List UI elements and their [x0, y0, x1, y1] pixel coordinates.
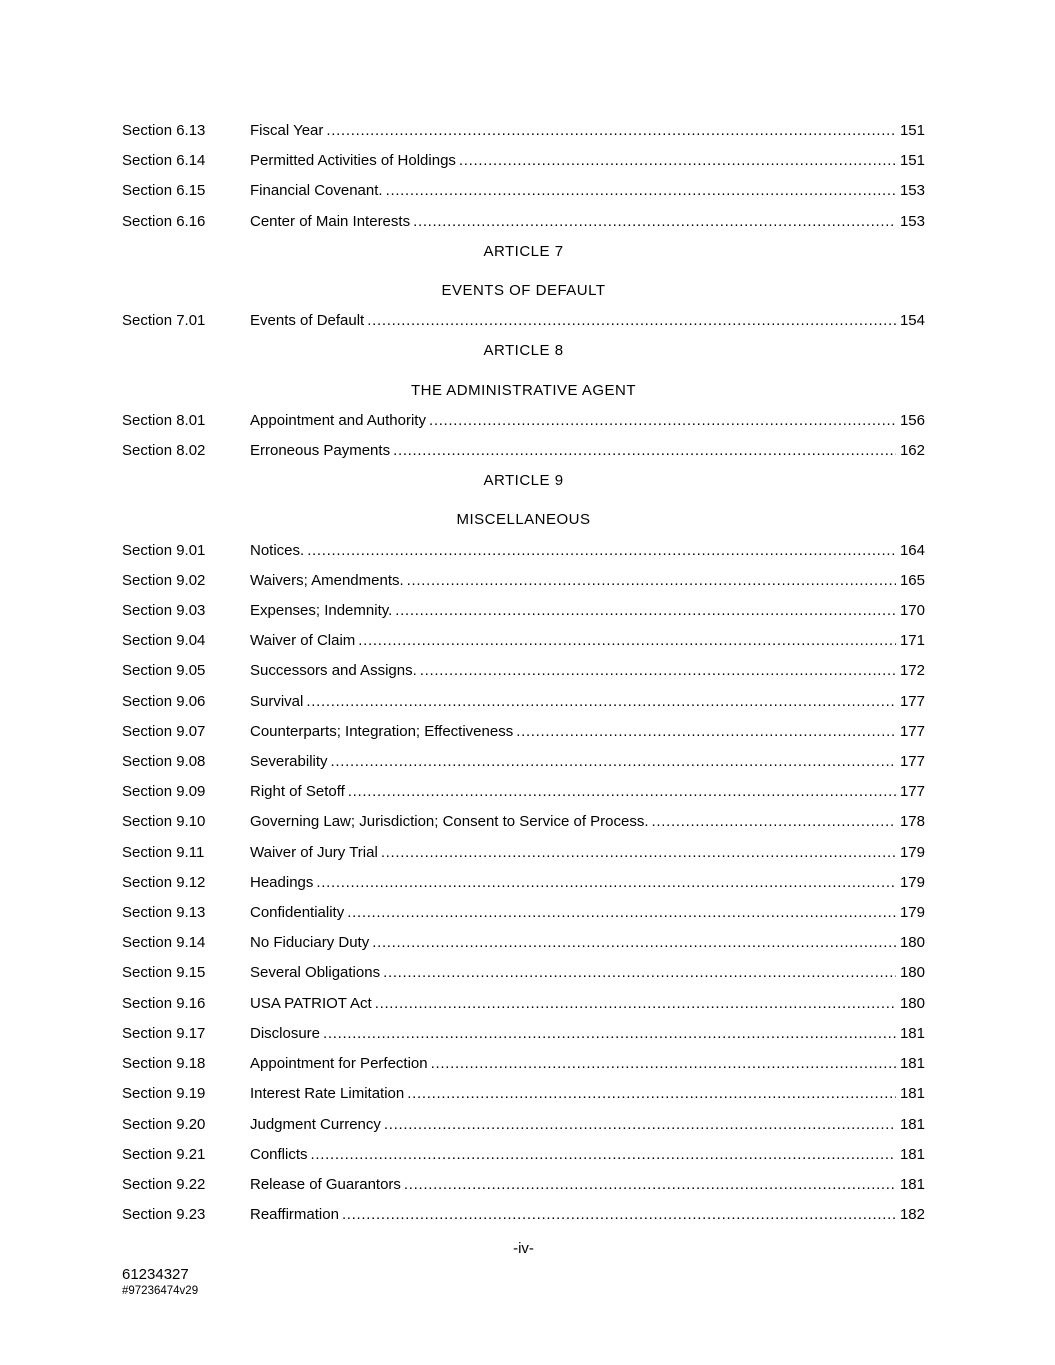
toc-entry-title: Reaffirmation: [250, 1206, 339, 1224]
toc-entry-section: Section 9.20: [122, 1115, 206, 1133]
toc-entry: [122, 1110, 925, 1140]
dot-leader: [652, 807, 896, 837]
toc-entry-title: Governing Law; Jurisdiction; Consent to Service of Process.: [250, 813, 649, 831]
toc-entry-page: 181: [899, 1055, 925, 1073]
toc-entry: [122, 566, 925, 596]
article-name-heading: EVENTS OF DEFAULT: [441, 282, 606, 300]
article-name-heading: THE ADMINISTRATIVE AGENT: [410, 381, 637, 399]
document-version: #97236474v29: [122, 1285, 199, 1298]
toc-entry-page: 153: [899, 212, 925, 230]
dot-leader: [386, 176, 896, 206]
toc-entry: [122, 306, 925, 336]
toc-entry-section: Section 9.07: [122, 722, 206, 740]
toc-entry-page: 180: [899, 964, 925, 982]
dot-leader: [347, 898, 896, 928]
dot-leader: [358, 626, 896, 656]
dot-leader: [431, 1049, 896, 1079]
toc-entry: [122, 1170, 925, 1200]
toc-entry-title: USA PATRIOT Act: [250, 994, 372, 1012]
toc-entry-title: Several Obligations: [250, 964, 381, 982]
dot-leader: [367, 306, 896, 336]
toc-entry-page: 177: [899, 783, 925, 801]
article-name-heading: MISCELLANEOUS: [456, 511, 591, 529]
toc-entry-title: Right of Setoff: [250, 783, 345, 801]
toc-entry: [122, 717, 925, 747]
toc-entry: [122, 928, 925, 958]
toc-entry: [122, 747, 925, 777]
toc-entry: [122, 838, 925, 868]
toc-entry-page: 179: [899, 873, 925, 891]
dot-leader: [459, 146, 896, 176]
toc-entry-page: 162: [899, 442, 925, 460]
toc-entry-section: Section 9.18: [122, 1055, 206, 1073]
toc-entry: [122, 596, 925, 626]
dot-leader: [383, 958, 896, 988]
toc-entry-page: 181: [899, 1024, 925, 1042]
dot-leader: [316, 868, 896, 898]
toc-entry: [122, 406, 925, 436]
toc-entry: [122, 176, 925, 206]
toc-entry-title: Permitted Activities of Holdings: [250, 152, 456, 170]
toc-entry-page: 179: [899, 904, 925, 922]
toc-entry-page: 180: [899, 934, 925, 952]
toc-entry: [122, 146, 925, 176]
toc-entry-title: No Fiduciary Duty: [250, 934, 370, 952]
article-number-heading: ARTICLE 9: [483, 472, 564, 490]
toc-entry-page: 153: [899, 182, 925, 200]
toc-entry: [122, 626, 925, 656]
toc-entry-section: Section 9.02: [122, 571, 206, 589]
toc-entry-title: Erroneous Payments: [250, 442, 391, 460]
toc-entry-section: Section 9.04: [122, 632, 206, 650]
toc-entry-section: Section 9.08: [122, 753, 206, 771]
dot-leader: [331, 747, 896, 777]
dot-leader: [326, 116, 896, 146]
dot-leader: [323, 1019, 896, 1049]
toc-entry-page: 154: [899, 312, 925, 330]
toc-entry-page: 170: [899, 602, 925, 620]
toc-entry-section: Section 6.13: [122, 122, 206, 139]
toc-entry-section: Section 6.15: [122, 182, 206, 200]
toc-entry-page: 164: [899, 541, 925, 559]
toc-entry-page: 177: [899, 753, 925, 771]
toc-entry-section: Section 9.03: [122, 602, 206, 620]
toc-entry: [122, 1019, 925, 1049]
document-id: 61234327: [122, 1266, 189, 1284]
toc-entry-title: Conflicts: [250, 1145, 308, 1163]
toc-entry-page: 171: [899, 632, 925, 650]
toc-entry-title: Financial Covenant.: [250, 182, 383, 200]
article-number-heading: ARTICLE 7: [483, 242, 564, 260]
toc-entry-section: Section 9.21: [122, 1145, 206, 1163]
toc-entry-title: Events of Default: [250, 312, 365, 330]
toc-entry-page: 177: [899, 722, 925, 740]
dot-leader: [429, 406, 896, 436]
toc-entry: [122, 1079, 925, 1109]
dot-leader: [420, 656, 896, 686]
toc-entry-title: Release of Guarantors: [250, 1175, 401, 1193]
toc-entry: [122, 958, 925, 988]
toc-entry-section: Section 9.13: [122, 904, 206, 922]
dot-leader: [413, 207, 896, 237]
toc-entry: [122, 1140, 925, 1170]
toc-entry-page: 182: [899, 1206, 925, 1224]
toc-entry: [122, 536, 925, 566]
toc-entry: [122, 777, 925, 807]
toc-entry-page: 181: [899, 1085, 925, 1103]
dot-leader: [342, 1200, 896, 1230]
toc-entry: [122, 807, 925, 837]
dot-leader: [393, 436, 896, 466]
toc-entry-title: Appointment for Perfection: [250, 1055, 428, 1073]
toc-entry-title: Fiscal Year: [250, 122, 324, 139]
toc-entry-page: 165: [899, 571, 925, 589]
toc-entry: [122, 868, 925, 898]
toc-entry-page: 172: [899, 662, 925, 680]
toc-entry-section: Section 9.14: [122, 934, 206, 952]
toc-entry-section: Section 9.10: [122, 813, 206, 831]
dot-leader: [306, 687, 896, 717]
toc-entry-title: Disclosure: [250, 1024, 321, 1042]
toc-entry-page: 151: [899, 152, 925, 170]
toc-entry-section: Section 8.01: [122, 411, 206, 429]
toc-entry-title: Confidentiality: [250, 904, 345, 922]
toc-entry-section: Section 7.01: [122, 312, 206, 330]
toc-entry-title: Interest Rate Limitation: [250, 1085, 405, 1103]
toc-entry-section: Section 9.11: [122, 843, 205, 861]
toc-entry: [122, 1049, 925, 1079]
toc-entry-section: Section 9.22: [122, 1175, 206, 1193]
toc-entry-section: Section 9.15: [122, 964, 206, 982]
toc-entry-title: Survival: [250, 692, 304, 710]
toc-entry-section: Section 6.14: [122, 152, 206, 170]
toc-entry-section: Section 9.06: [122, 692, 206, 710]
toc-entry: [122, 1200, 925, 1230]
toc-entry-title: Judgment Currency: [250, 1115, 381, 1133]
dot-leader: [375, 989, 896, 1019]
dot-leader: [407, 566, 896, 596]
toc-entry-page: 180: [899, 994, 925, 1012]
toc-entry-title: Notices.: [250, 541, 305, 559]
toc-entry-section: Section 9.23: [122, 1206, 206, 1224]
toc-entry-section: Section 9.17: [122, 1024, 206, 1042]
toc-entry: [122, 687, 925, 717]
dot-leader: [407, 1079, 896, 1109]
dot-leader: [404, 1170, 896, 1200]
toc-entry-section: Section 9.09: [122, 783, 206, 801]
toc-entry-title: Appointment and Authority: [250, 411, 426, 429]
toc-entry-page: 179: [899, 843, 925, 861]
article-number-heading: ARTICLE 8: [483, 342, 564, 360]
toc-entry-title: Headings: [250, 873, 314, 891]
dot-leader: [311, 1140, 896, 1170]
dot-leader: [307, 536, 896, 566]
toc-entry-page: 181: [899, 1145, 925, 1163]
toc-entry-section: Section 9.19: [122, 1085, 206, 1103]
toc-entry-section: Section 9.01: [122, 541, 206, 559]
dot-leader: [395, 596, 896, 626]
toc-entry: [122, 116, 925, 146]
toc-entry: [122, 989, 925, 1019]
toc-entry-title: Waiver of Claim: [250, 632, 356, 650]
toc-entry: [122, 207, 925, 237]
toc-entry-title: Expenses; Indemnity.: [250, 602, 393, 620]
toc-entry-title: Severability: [250, 753, 328, 771]
dot-leader: [372, 928, 896, 958]
toc-entry-section: Section 9.05: [122, 662, 206, 680]
toc-entry-title: Waiver of Jury Trial: [250, 843, 378, 861]
toc-entry-title: Waivers; Amendments.: [250, 571, 404, 589]
toc-entry-page: 178: [899, 813, 925, 831]
dot-leader: [384, 1110, 896, 1140]
dot-leader: [381, 838, 896, 868]
toc-entry-section: Section 9.16: [122, 994, 206, 1012]
dot-leader: [348, 777, 896, 807]
toc-entry-page: 181: [899, 1175, 925, 1193]
toc-entry-title: Center of Main Interests: [250, 212, 411, 230]
toc-entry: [122, 898, 925, 928]
dot-leader: [516, 717, 896, 747]
toc-entry-title: Successors and Assigns.: [250, 662, 417, 680]
toc-entry: [122, 436, 925, 466]
toc-entry-page: 177: [899, 692, 925, 710]
toc-entry-section: Section 9.12: [122, 873, 206, 891]
toc-entry: [122, 656, 925, 686]
toc-entry-section: Section 8.02: [122, 442, 206, 460]
page-number-footer: -iv-: [513, 1240, 534, 1258]
toc-entry-page: 181: [899, 1115, 925, 1133]
toc-entry-section: Section 6.16: [122, 212, 206, 230]
toc-entry-page: 151: [899, 122, 925, 139]
toc-entry-page: 156: [899, 411, 925, 429]
toc-entry-title: Counterparts; Integration; Effectiveness: [250, 722, 514, 740]
